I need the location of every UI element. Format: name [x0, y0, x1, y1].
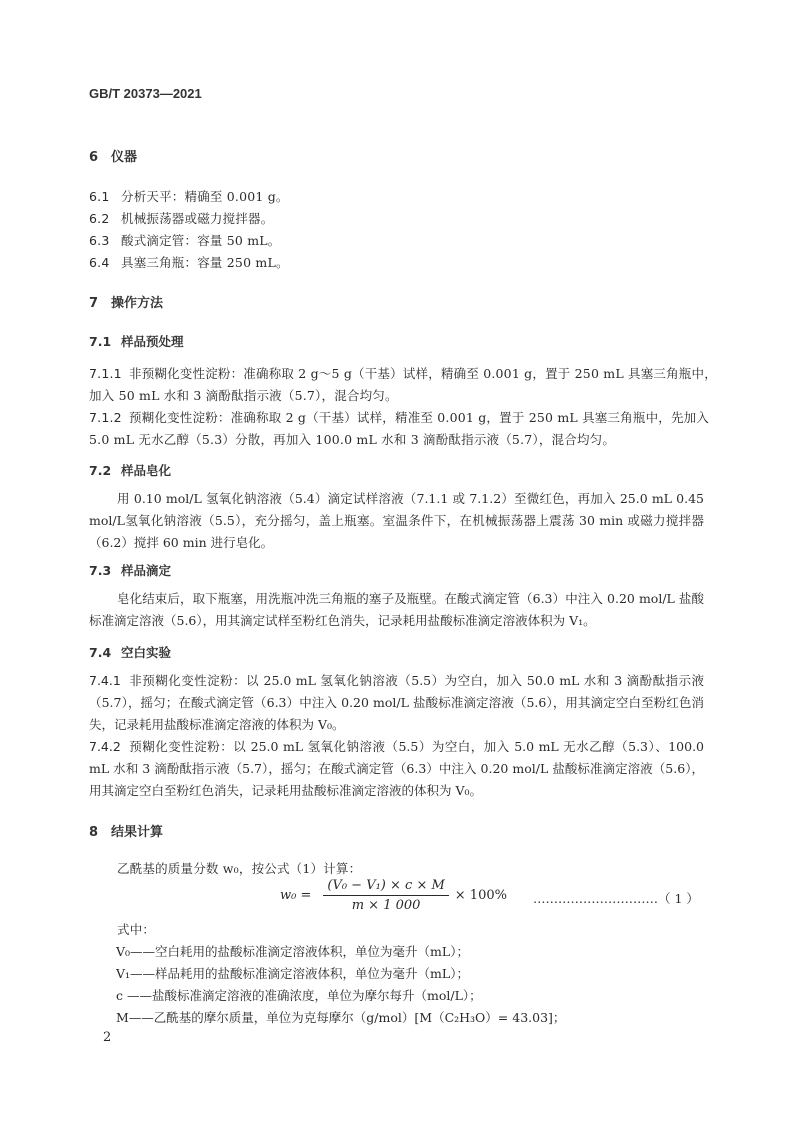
section-title: 仪器 [111, 150, 138, 165]
formula-1 [280, 878, 507, 913]
formula-fraction [323, 878, 448, 913]
var-c: c ——盐酸标准滴定溶液的准确浓度，单位为摩尔每升（mol/L）； [116, 988, 482, 1003]
section-number: 6 [89, 150, 99, 165]
formula-numerator: (V₀ − V₁) × c × M [323, 878, 448, 896]
para-7-1-1-line2: 加入 50 mL 水和 3 滴酚酞指示液（5.7），混合均匀。 [89, 388, 398, 403]
section-7-3-heading: 7.3 样品滴定 [89, 563, 172, 578]
para-7-4-1: 7.4.1 非预糊化变性淀粉：以 25.0 mL 氢氧化钠溶液（5.5）为空白，加入 50.0 mL 水和 3 滴酚酞指示液（5.7），摇匀；在酸式滴定管（6.3）中注入 0.20 mol/L 盐酸标准滴定溶液（5.6），用其滴定空白至粉红色消失，记录耗用盐酸标准滴定溶液的体积为 V₀。 [89, 673, 704, 732]
para-7-1-2-line2: 5.0 mL 无水乙醇（5.3）分散，再加入 100.0 mL 水和 3 滴酚酞指示液（5.7），混合均匀。 [89, 432, 616, 447]
var-v1: V₁——样品耗用的盐酸标准滴定溶液体积，单位为毫升（mL）； [116, 966, 469, 981]
standard-code: GB/T 20373—2021 [89, 86, 202, 101]
item-6-3: 6.3 酸式滴定管：容量 50 mL。 [89, 233, 281, 248]
page-number: 2 [103, 1030, 112, 1045]
item-6-1: 6.1 分析天平：精确至 0.001 g。 [89, 189, 289, 204]
section-8-heading: 8 结果计算 [89, 825, 164, 840]
formula-lhs: w₀ = [280, 888, 312, 903]
item-6-4: 6.4 具塞三角瓶：容量 250 mL。 [89, 255, 289, 270]
section-7-heading: 7 操作方法 [89, 296, 164, 311]
formula-intro: 乙酰基的质量分数 w₀，按公式（1）计算： [117, 861, 362, 876]
para-7-2: 用 0.10 mol/L 氢氧化钠溶液（5.4）滴定试样溶液（7.1.1 或 7.1.2）至微红色，再加入 25.0 mL 0.45 mol/L氢氧化钠溶液（5.5），充分摇匀，盖上瓶塞。室温条件下，在机械振荡器上震荡 30 min 或磁力搅拌器（6.2）搅拌 60 min 进行皂化。 [89, 491, 704, 550]
formula-tail: × 100% [454, 888, 507, 903]
section-7-4-heading: 7.4 空白实验 [89, 645, 172, 660]
section-7-1-heading: 7.1 样品预处理 [89, 334, 184, 349]
para-7-1-2-line1: 7.1.2 预糊化变性淀粉：准确称取 2 g（干基）试样，精准至 0.001 g，置于 250 mL 具塞三角瓶中，先加入 [89, 410, 710, 425]
para-7-1-1-line1: 7.1.1 非预糊化变性淀粉：准确称取 2 g～5 g（干基）试样，精确至 0.001 g，置于 250 mL 具塞三角瓶中， [89, 366, 717, 381]
formula-denominator: m × 1 000 [351, 898, 421, 913]
para-7-3: 皂化结束后，取下瓶塞，用洗瓶冲洗三角瓶的塞子及瓶壁。在酸式滴定管（6.3）中注入 0.20 mol/L 盐酸标准滴定溶液（5.6），用其滴定试样至粉红色消失，记录耗用盐酸标准滴定溶液体积为 V₁。 [89, 591, 704, 628]
section-6-heading [89, 146, 137, 165]
where-label: 式中： [117, 922, 156, 937]
para-7-4-2: 7.4.2 预糊化变性淀粉：以 25.0 mL 氢氧化钠溶液（5.5）为空白，加入 5.0 mL 无水乙醇（5.3）、100.0 mL 水和 3 滴酚酞指示液（5.7），摇匀；在酸式滴定管（6.3）中注入 0.20 mol/L 盐酸标准滴定溶液（5.6），用其滴定空白至粉红色消失，记录耗用盐酸标准滴定溶液的体积为 V₀。 [89, 739, 704, 798]
formula-number: …………………………（ 1 ） [533, 891, 699, 906]
section-7-2-heading: 7.2 样品皂化 [89, 463, 172, 478]
var-v0: V₀——空白耗用的盐酸标准滴定溶液体积，单位为毫升（mL）； [116, 944, 469, 959]
item-6-2: 6.2 机械振荡器或磁力搅拌器。 [89, 211, 274, 226]
var-m: M——乙酰基的摩尔质量，单位为克每摩尔（g/mol）[M（C₂H₃O）= 43.03]； [116, 1010, 566, 1025]
